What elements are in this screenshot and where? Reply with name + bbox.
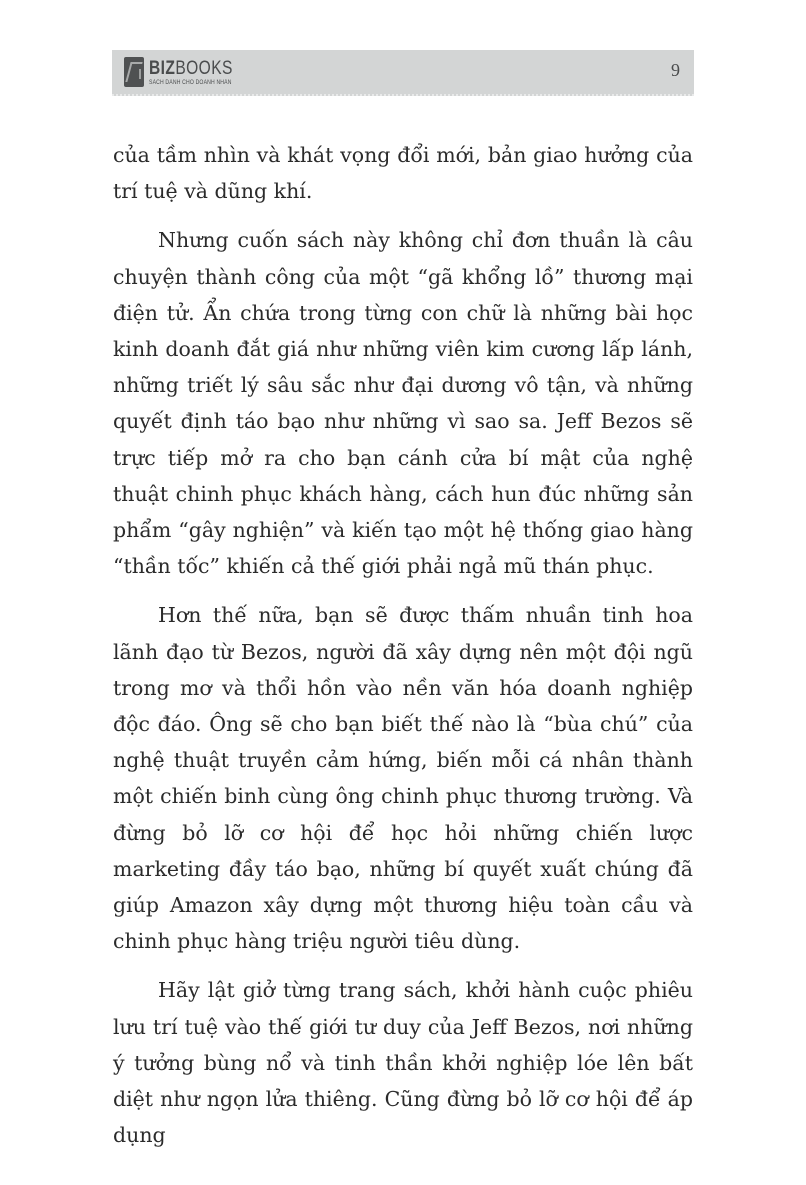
publisher-tagline: SÁCH DÀNH CHO DOANH NHÂN <box>149 79 232 86</box>
brand-rest: BOOKS <box>175 57 233 79</box>
paragraph: Nhưng cuốn sách này không chỉ đơn thuần là câu chuyện thành công của một “gã khổng lồ” thương mại điện tử. Ẩn chứa trong từng con chữ là những bài học kinh doanh đắt giá như những viên kim cương lấp lánh, những triết lý sâu sắc như đại dương vô tận, và những quyết định táo bạo như những vì sao sa. Jeff Bezos sẽ trực tiếp mở ra cho bạn cánh cửa bí mật của nghệ thuật chinh phục khách hàng, cách hun đúc những sản phẩm “gây nghiện” và kiến tạo một hệ thống giao hàng “thần tốc” khiến cả thế giới phải ngả mũ thán phục. <box>113 228 693 579</box>
publisher-logo <box>124 55 251 89</box>
body-text <box>113 137 693 1166</box>
running-header <box>112 50 694 96</box>
paragraph: của tầm nhìn và khát vọng đổi mới, bản giao hưởng của trí tuệ và dũng khí. <box>113 143 693 204</box>
paragraph: Hơn thế nữa, bạn sẽ được thấm nhuần tinh hoa lãnh đạo từ Bezos, người đã xây dựng nên một đội ngũ trong mơ và thổi hồn vào nền văn hóa doanh nghiệp độc đáo. Ông sẽ cho bạn biết thế nào là “bùa chú” của nghệ thuật truyền cảm hứng, biến mỗi cá nhân thành một chiến binh cùng ông chinh phục thương trường. Và đừng bỏ lỡ cơ hội để học hỏi những chiến lược marketing đầy táo bạo, những bí quyết xuất chúng đã giúp Amazon xây dựng một thương hiệu toàn cầu và chinh phục hàng triệu người tiêu dùng. <box>113 603 693 954</box>
brand-bold: BIZ <box>149 57 176 79</box>
paragraph: Hãy lật giở từng trang sách, khởi hành cuộc phiêu lưu trí tuệ vào thế giới tư duy của Jeff Bezos, nơi những ý tưởng bùng nổ và tinh thần khởi nghiệp lóe lên bất diệt như ngọn lửa thiêng. Cũng đừng bỏ lỡ cơ hội để áp dụng <box>113 978 693 1148</box>
book-logo-icon <box>124 57 144 87</box>
page-number: 9 <box>671 60 680 80</box>
publisher-name <box>149 59 233 78</box>
